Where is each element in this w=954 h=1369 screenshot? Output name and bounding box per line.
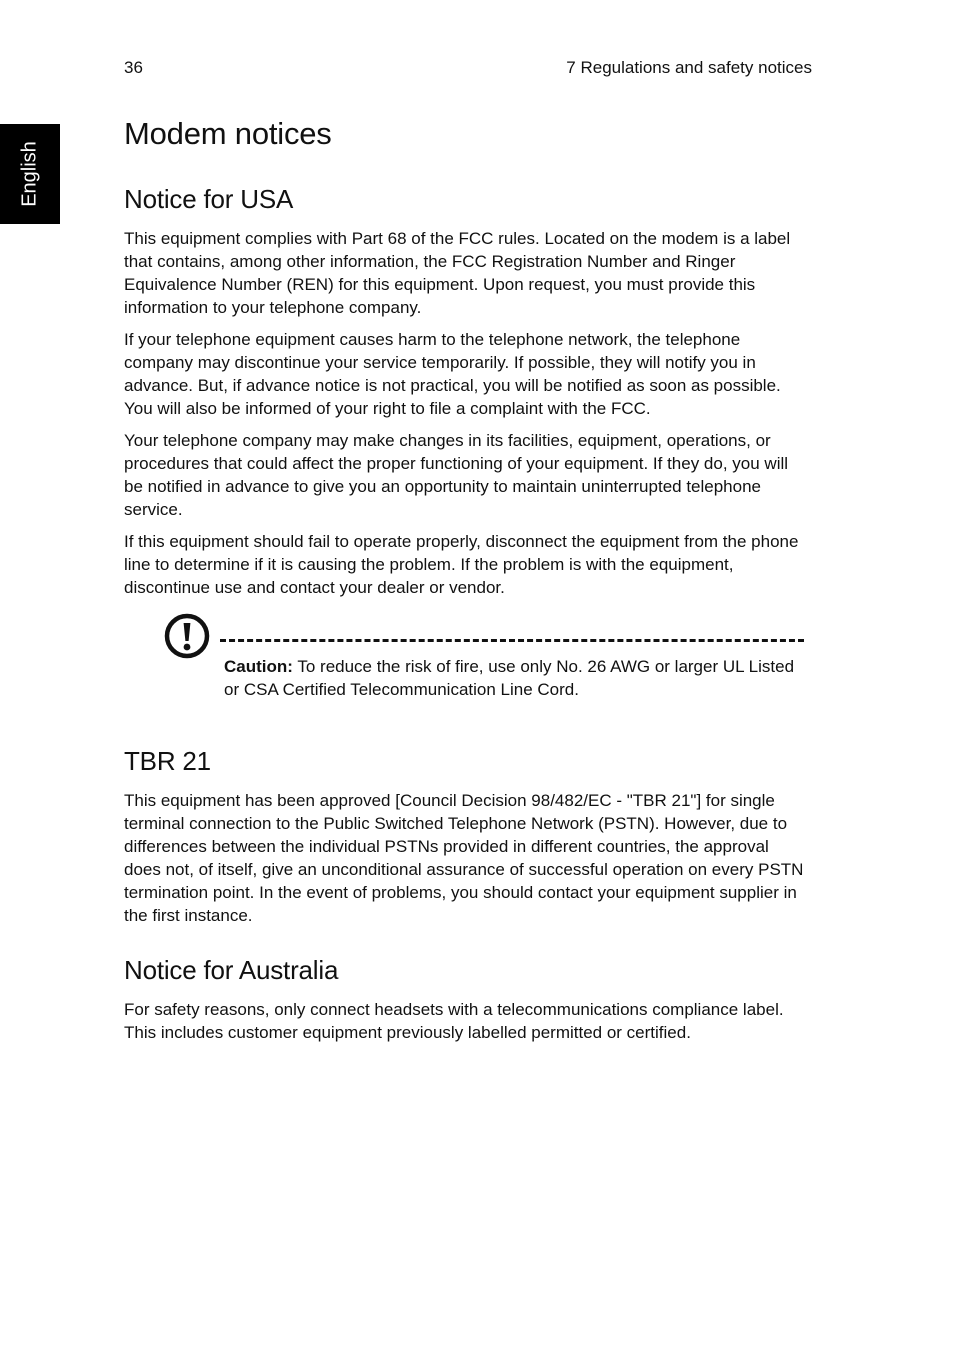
section-heading-usa: Notice for USA bbox=[124, 184, 294, 214]
caution-text bbox=[224, 655, 808, 701]
usa-paragraph-1: This equipment complies with Part 68 of the FCC rules. Located on the modem is a label that contains, among other information, the FCC Registration Number and Ringer Equivalence Number (REN) for this equipment. Upon request, you must provide this information to your telephone company. bbox=[124, 229, 791, 317]
exclamation-circle-icon bbox=[164, 613, 210, 659]
section-heading-tbr21: TBR 21 bbox=[124, 746, 211, 776]
running-header: 7 Regulations and safety notices bbox=[566, 58, 812, 77]
usa-paragraph-3: Your telephone company may make changes in its facilities, equipment, operations, or procedures that could affect the proper functioning of your equipment. If they do, you will be notified in advance to give you an opportunity to maintain uninterrupted telephone service. bbox=[124, 431, 789, 519]
language-tab-label: English bbox=[18, 141, 41, 207]
caution-divider bbox=[220, 639, 804, 642]
caution-label: Caution: bbox=[224, 657, 293, 676]
page-number: 36 bbox=[124, 58, 143, 77]
usa-paragraph-2: If your telephone equipment causes harm to the telephone network, the telephone company may discontinue your service temporarily. If possible, they will notify you in advance. But, if advance notice is not practical, you will be notified as soon as possible. You will also be informed of your right to file a complaint with the FCC. bbox=[124, 330, 781, 418]
usa-paragraph-4: If this equipment should fail to operate properly, disconnect the equipment from the phone line to determine if it is causing the problem. If the problem is with the equipment, discontinue use and contact your dealer or vendor. bbox=[124, 532, 799, 597]
page-content bbox=[124, 110, 808, 1053]
section-tbr21 bbox=[124, 741, 808, 927]
page-title: Modem notices bbox=[124, 116, 332, 151]
australia-paragraph-1: For safety reasons, only connect headsets with a telecommunications compliance label. This includes customer equipment previously labelled permitted or certified. bbox=[124, 1000, 784, 1042]
section-heading-australia: Notice for Australia bbox=[124, 955, 339, 985]
language-tab bbox=[0, 124, 60, 224]
caution-notice bbox=[124, 613, 808, 713]
tbr21-paragraph-1: This equipment has been approved [Council Decision 98/482/EC - "TBR 21"] for single terminal connection to the Public Switched Telephone Network (PSTN). However, due to differences between the individual PSTNs provided in different countries, the approval does not, of itself, give an unconditional assurance of successful operation on every PSTN termination point. In the event of problems, you should contact your equipment supplier in the first instance. bbox=[124, 791, 804, 925]
section-usa bbox=[124, 179, 808, 713]
caution-body: To reduce the risk of fire, use only No. 26 AWG or larger UL Listed or CSA Certified Telecommunication Line Cord. bbox=[224, 657, 795, 699]
section-australia bbox=[124, 950, 808, 1044]
